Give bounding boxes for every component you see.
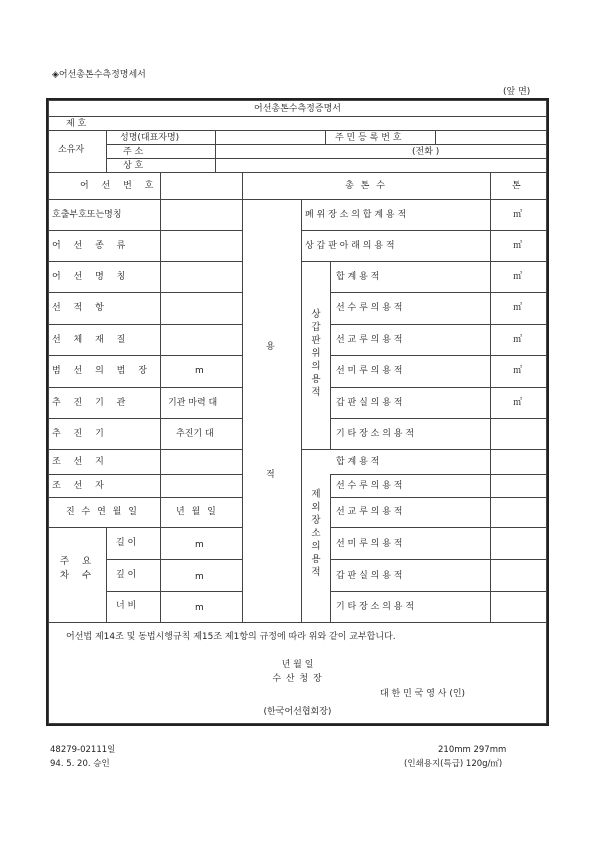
owner-trade-name-label: 상 호 xyxy=(123,161,144,171)
resident-id-label: 주 민 등 록 번 호 xyxy=(335,133,402,143)
length-unit: m xyxy=(195,540,204,550)
tonnage-unit-header: 톤 xyxy=(512,181,521,191)
propeller-value: 추진기 대 xyxy=(176,429,214,439)
upper-total-volume-label: 합 계 용 적 xyxy=(336,272,380,282)
document-header: ◈어선총톤수측정명세서 xyxy=(52,70,146,80)
below-deck-volume-label: 상 갑 판 아 래 의 용 적 xyxy=(305,241,395,251)
principal-dimensions-label: 주 요 차 수 xyxy=(59,556,97,581)
excluded-total-volume-label: 합 계 용 적 xyxy=(336,457,380,467)
volume-label-upper: 용 xyxy=(266,342,275,352)
issuer-title: 수 산 청 장 xyxy=(272,674,323,684)
length-label: 길 이 xyxy=(116,538,137,548)
upper-deckhouse-volume-unit: ㎥ xyxy=(513,398,523,408)
owner-label: 소유자 xyxy=(58,145,85,155)
side-note: (앞 면) xyxy=(503,87,531,97)
excluded-deckhouse-volume-label: 갑 판 실 의 용 적 xyxy=(336,571,403,581)
form-title: 어선총톤수측정증명서 xyxy=(254,104,341,114)
enclosed-space-total-unit: ㎥ xyxy=(513,210,523,220)
engine-value: 기관 마력 대 xyxy=(168,398,218,408)
form-inner-frame xyxy=(48,100,547,724)
vessel-type-label: 어 선 종 류 xyxy=(52,241,131,251)
form-code: 48279-02111일 xyxy=(50,745,116,755)
excluded-other-volume-label: 기 타 장 소 의 용 적 xyxy=(336,602,415,612)
upper-deck-volume-group: 상갑판위의용적 xyxy=(311,309,321,398)
port-of-registry-label: 선 적 항 xyxy=(52,303,109,313)
excluded-space-volume-group: 제외장소의용적 xyxy=(311,489,321,578)
call-sign-label: 호출부호또는명칭 xyxy=(52,210,122,220)
consul-signature-line: 대 한 민 국 영 사 (인) xyxy=(380,689,466,699)
upper-poop-volume-unit: ㎥ xyxy=(513,366,523,376)
upper-forecastle-volume-unit: ㎥ xyxy=(513,303,523,313)
issuance-statement: 어선법 제14조 및 동법시행규칙 제15조 제1항의 규정에 따라 위와 같이 교부합니다. xyxy=(66,632,396,642)
excluded-forecastle-volume-label: 선 수 루 의 용 적 xyxy=(336,481,403,491)
excluded-poop-volume-label: 선 미 루 의 용 적 xyxy=(336,539,403,549)
upper-bridge-volume-label: 선 교 루 의 용 적 xyxy=(336,335,403,345)
hull-material-label: 선 체 재 질 xyxy=(52,335,131,345)
association-name: (한국어선협회장) xyxy=(263,707,332,717)
certificate-number-label: 제 호 xyxy=(66,119,87,129)
depth-label: 깊 이 xyxy=(116,570,137,580)
sail-rig-unit: m xyxy=(195,366,204,376)
owner-address-label: 주 소 xyxy=(123,147,144,157)
launch-date-value: 년 월 일 xyxy=(176,507,218,517)
enclosed-space-total-label: 폐 위 장 소 의 합 계 용 적 xyxy=(305,210,407,220)
launch-date-label: 진 수 연 월 일 xyxy=(66,507,139,517)
owner-name-label: 성명(대표자명) xyxy=(120,133,180,143)
propeller-label: 추 진 기 xyxy=(52,429,109,439)
upper-bridge-volume-unit: ㎥ xyxy=(513,335,523,345)
shipyard-location-label: 조 선 지 xyxy=(52,457,109,467)
upper-deckhouse-volume-label: 갑 판 실 의 용 적 xyxy=(336,398,403,408)
gross-tonnage-header: 총 톤 수 xyxy=(345,181,387,191)
breadth-unit: m xyxy=(195,603,204,613)
upper-poop-volume-label: 선 미 루 의 용 적 xyxy=(336,366,403,376)
vessel-name-label: 어 선 명 칭 xyxy=(52,272,131,282)
sail-rig-label: 범 선 의 범 장 xyxy=(52,366,152,376)
issue-date-line: 년 월 일 xyxy=(281,660,314,670)
upper-forecastle-volume-label: 선 수 루 의 용 적 xyxy=(336,303,403,313)
shipbuilder-label: 조 선 자 xyxy=(52,481,109,491)
volume-label-lower: 적 xyxy=(266,470,275,480)
below-deck-volume-unit: ㎥ xyxy=(513,241,523,251)
excluded-bridge-volume-label: 선 교 루 의 용 적 xyxy=(336,507,403,517)
propulsion-engine-label: 추 진 기 관 xyxy=(52,398,131,408)
approval-date: 94. 5. 20. 승인 xyxy=(50,759,110,769)
upper-total-volume-unit: ㎥ xyxy=(513,272,523,282)
vessel-number-label: 어 선 번 호 xyxy=(80,181,159,191)
paper-size: 210mm 297mm xyxy=(438,745,507,755)
breadth-label: 너 비 xyxy=(116,601,137,611)
paper-spec: (인쇄용지(특급) 120g/㎡) xyxy=(404,759,503,769)
upper-other-volume-label: 기 타 장 소 의 용 적 xyxy=(336,429,415,439)
depth-unit: m xyxy=(195,572,204,582)
owner-phone-label: (전화 ) xyxy=(412,147,440,157)
